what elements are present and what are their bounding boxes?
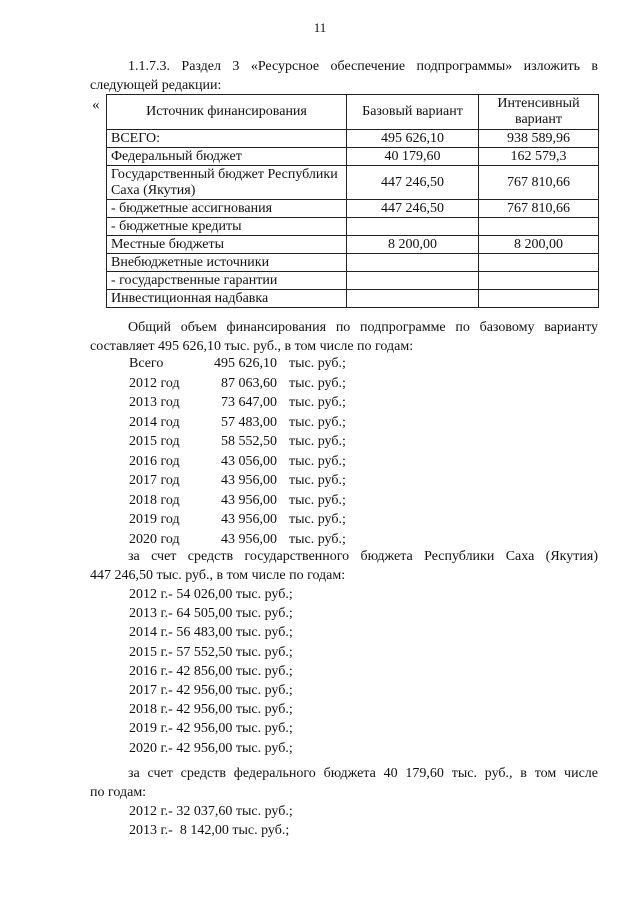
year-label: 2017 год <box>129 473 180 488</box>
table-row <box>107 148 599 166</box>
row-base-value: 495 626,10 <box>347 130 479 148</box>
row-intensive-value: 938 589,96 <box>479 130 599 148</box>
list-item: 2017 г.- 42 956,00 тыс. руб.; <box>129 683 293 699</box>
year-value: 43 056,00 <box>221 453 277 469</box>
row-base-value <box>347 272 479 290</box>
year-label: 2015 год <box>129 434 180 449</box>
year-value: 57 483,00 <box>221 414 277 430</box>
table-row <box>107 236 599 254</box>
year-label: Всего <box>129 356 164 371</box>
list-item: 2012 г.- 32 037,60 тыс. руб.; <box>129 804 293 819</box>
section-heading <box>90 57 598 95</box>
header-intensive: Интенсивный вариант <box>479 95 599 130</box>
year-unit: тыс. руб.; <box>289 473 346 488</box>
republic-budget-paragraph <box>90 547 598 585</box>
row-base-value <box>347 290 479 308</box>
list-item <box>129 374 346 394</box>
list-item: 2013 г.- 64 505,00 тыс. руб.; <box>129 606 293 622</box>
row-label: Инвестиционная надбавка <box>107 290 347 308</box>
list-item: 2018 г.- 42 956,00 тыс. руб.; <box>129 702 293 718</box>
list-item <box>129 432 346 452</box>
year-value: 495 626,10 <box>214 356 277 371</box>
page-number: 11 <box>313 20 327 35</box>
row-base-value: 447 246,50 <box>347 166 479 200</box>
table-row <box>107 254 599 272</box>
row-intensive-value: 767 810,66 <box>479 166 599 200</box>
list-item <box>129 491 346 511</box>
year-unit: тыс. руб.; <box>289 512 346 527</box>
list-item: 2015 г.- 57 552,50 тыс. руб.; <box>129 644 293 660</box>
row-intensive-value: 162 579,3 <box>479 148 599 166</box>
table-row <box>107 290 599 308</box>
heading-line-2: следующей редакции: <box>90 78 222 93</box>
total-line-1: Общий объем финансирования по подпрограмме по базовому варианту <box>128 320 598 335</box>
total-financing-paragraph <box>90 318 598 356</box>
list-item: 2013 г.- 8 142,00 тыс. руб.; <box>129 823 290 839</box>
row-intensive-value <box>479 254 599 272</box>
table-row <box>107 166 599 200</box>
row-intensive-value <box>479 290 599 308</box>
year-value: 43 956,00 <box>221 492 277 508</box>
table-row <box>107 130 599 148</box>
row-label: - бюджетные ассигнования <box>107 200 347 218</box>
republic-line-1: за счет средств государственного бюджета Республики Саха (Якутия) <box>128 549 598 564</box>
financing-table <box>106 94 599 308</box>
year-unit: тыс. руб.; <box>289 356 346 371</box>
list-item <box>129 471 346 491</box>
list-item <box>129 452 346 472</box>
table-row <box>107 218 599 236</box>
table-header-row <box>107 95 599 130</box>
year-value: 43 956,00 <box>221 531 277 547</box>
row-label: Местные бюджеты <box>107 236 347 254</box>
table-row <box>107 272 599 290</box>
list-item: 2014 г.- 56 483,00 тыс. руб.; <box>129 625 293 641</box>
year-label: 2012 год <box>129 375 180 391</box>
total-line-2: составляет 495 626,10 тыс. руб., в том числе по годам: <box>90 339 414 354</box>
year-value: 73 647,00 <box>221 395 277 410</box>
row-base-value: 447 246,50 <box>347 200 479 218</box>
year-value: 87 063,60 <box>221 375 277 391</box>
list-item <box>129 510 346 530</box>
row-label: Государственный бюджет Республики Саха (Якутия) <box>107 166 347 200</box>
row-intensive-value <box>479 272 599 290</box>
list-item <box>129 393 346 413</box>
row-label: - государственные гарантии <box>107 272 347 290</box>
year-value: 58 552,50 <box>221 434 277 449</box>
federal-years-list <box>129 802 293 840</box>
year-value: 43 956,00 <box>221 512 277 527</box>
year-label: 2019 год <box>129 512 180 527</box>
header-source: Источник финансирования <box>107 95 347 130</box>
year-unit: тыс. руб.; <box>289 375 346 391</box>
federal-line-2: по годам: <box>90 785 147 800</box>
year-label: 2014 год <box>129 414 180 430</box>
opening-quote: « <box>92 97 100 113</box>
year-unit: тыс. руб.; <box>289 395 346 410</box>
list-item: 2016 г.- 42 856,00 тыс. руб.; <box>129 663 293 679</box>
list-item <box>129 354 346 374</box>
row-label: - бюджетные кредиты <box>107 218 347 236</box>
year-label: 2020 год <box>129 531 180 547</box>
row-label: Федеральный бюджет <box>107 148 347 166</box>
row-base-value: 8 200,00 <box>347 236 479 254</box>
year-unit: тыс. руб.; <box>289 453 346 469</box>
row-label: Внебюджетные источники <box>107 254 347 272</box>
years-list <box>129 354 346 549</box>
heading-line-1: 1.1.7.3. Раздел 3 «Ресурсное обеспечение подпрограммы» изложить в <box>128 59 598 74</box>
list-item: 2012 г.- 54 026,00 тыс. руб.; <box>129 587 293 602</box>
year-value: 43 956,00 <box>221 473 277 488</box>
federal-line-1: за счет средств федерального бюджета 40 179,60 тыс. руб., в том числе <box>128 766 598 781</box>
year-label: 2016 год <box>129 453 180 469</box>
year-label: 2018 год <box>129 492 180 508</box>
year-unit: тыс. руб.; <box>289 414 346 430</box>
republic-years-list <box>129 585 293 758</box>
list-item: 2019 г.- 42 956,00 тыс. руб.; <box>129 721 293 737</box>
year-unit: тыс. руб.; <box>289 434 346 449</box>
list-item: 2020 г.- 42 956,00 тыс. руб.; <box>129 740 293 756</box>
year-label: 2013 год <box>129 395 180 410</box>
row-intensive-value: 8 200,00 <box>479 236 599 254</box>
row-intensive-value <box>479 218 599 236</box>
republic-line-2: 447 246,50 тыс. руб., в том числе по годам: <box>90 568 346 583</box>
row-label: ВСЕГО: <box>107 130 347 148</box>
row-base-value <box>347 218 479 236</box>
row-base-value <box>347 254 479 272</box>
row-base-value: 40 179,60 <box>347 148 479 166</box>
federal-budget-paragraph <box>90 764 598 802</box>
year-unit: тыс. руб.; <box>289 492 346 508</box>
list-item <box>129 413 346 433</box>
row-intensive-value: 767 810,66 <box>479 200 599 218</box>
header-base: Базовый вариант <box>347 95 479 130</box>
table-row <box>107 200 599 218</box>
year-unit: тыс. руб.; <box>289 531 346 547</box>
